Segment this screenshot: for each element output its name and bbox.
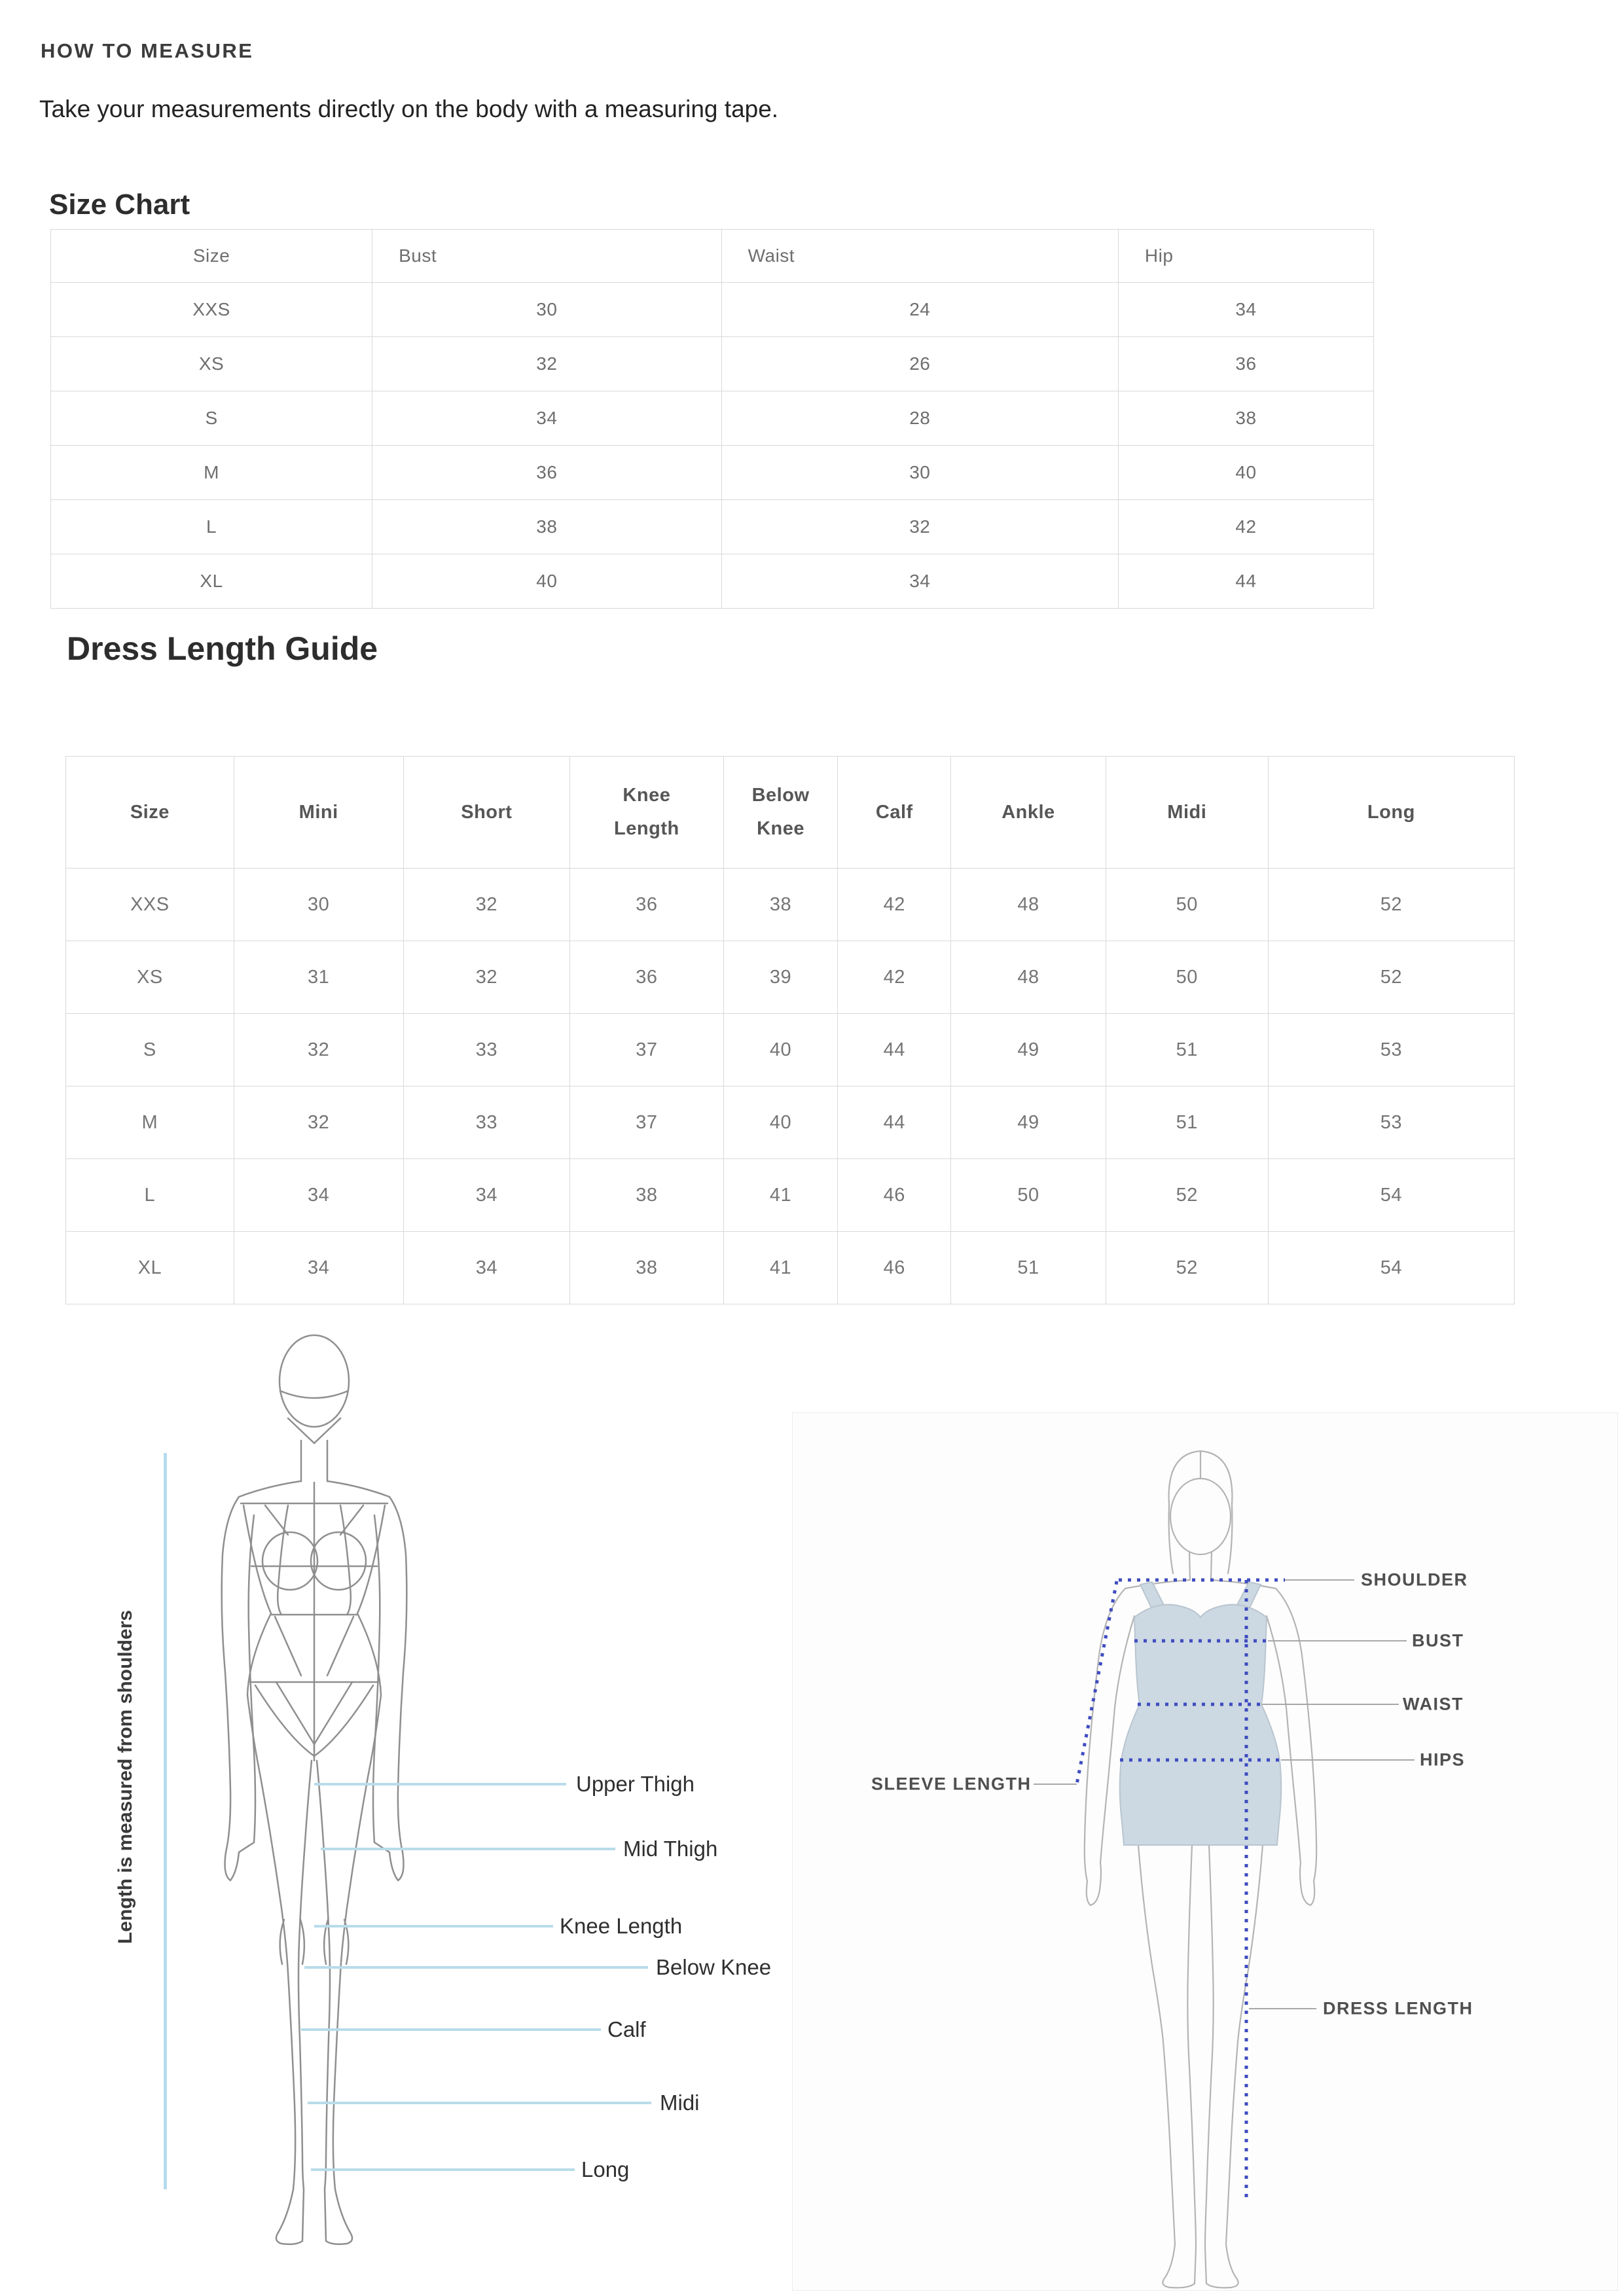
dress-measurement-figure bbox=[793, 1413, 1617, 2290]
table-cell: 32 bbox=[372, 337, 722, 391]
column-header: Below Knee bbox=[723, 757, 838, 869]
table-cell: 51 bbox=[1106, 1086, 1268, 1159]
table-cell: 32 bbox=[403, 869, 569, 941]
table-row bbox=[51, 337, 1374, 391]
table-cell: 38 bbox=[723, 869, 838, 941]
table-cell: XL bbox=[51, 554, 372, 609]
table-row bbox=[51, 391, 1374, 446]
waist-label: WAIST bbox=[1403, 1694, 1464, 1714]
table-cell: 52 bbox=[1268, 941, 1514, 1014]
column-header: Midi bbox=[1106, 757, 1268, 869]
table-cell: 38 bbox=[1118, 391, 1373, 446]
table-cell: 32 bbox=[234, 1086, 403, 1159]
length-axis-label: Length is measured from shoulders bbox=[115, 1609, 136, 1945]
measurement-diagrams bbox=[0, 1309, 1624, 2296]
table-cell: 30 bbox=[721, 446, 1118, 500]
table-row bbox=[66, 869, 1515, 941]
column-header: Calf bbox=[838, 757, 951, 869]
table-cell: L bbox=[51, 500, 372, 554]
table-cell: 32 bbox=[721, 500, 1118, 554]
table-cell: 52 bbox=[1106, 1232, 1268, 1304]
long-label: Long bbox=[581, 2157, 630, 2181]
table-cell: 40 bbox=[723, 1014, 838, 1086]
table-cell: 51 bbox=[1106, 1014, 1268, 1086]
table-cell: 36 bbox=[372, 446, 722, 500]
table-cell: 41 bbox=[723, 1159, 838, 1232]
table-cell: XL bbox=[66, 1232, 234, 1304]
below-knee-line bbox=[304, 1966, 648, 1969]
table-cell: 44 bbox=[1118, 554, 1373, 609]
midi-line bbox=[308, 2102, 651, 2104]
table-row bbox=[51, 500, 1374, 554]
table-cell: 52 bbox=[1268, 869, 1514, 941]
table-cell: 36 bbox=[570, 941, 724, 1014]
table-cell: 26 bbox=[721, 337, 1118, 391]
hips-label: HIPS bbox=[1420, 1749, 1466, 1770]
table-cell: 34 bbox=[234, 1159, 403, 1232]
table-cell: 50 bbox=[1106, 941, 1268, 1014]
table-cell: M bbox=[66, 1086, 234, 1159]
table-cell: 48 bbox=[951, 869, 1106, 941]
column-header: Waist bbox=[721, 230, 1118, 283]
table-cell: 53 bbox=[1268, 1086, 1514, 1159]
table-cell: 37 bbox=[570, 1086, 724, 1159]
mid-thigh-line bbox=[321, 1848, 615, 1850]
table-row bbox=[66, 1086, 1515, 1159]
table-cell: 40 bbox=[1118, 446, 1373, 500]
midi-label: Midi bbox=[660, 2090, 700, 2115]
length-axis-line bbox=[164, 1453, 167, 2189]
upper-thigh-line bbox=[314, 1783, 566, 1785]
table-cell: 44 bbox=[838, 1014, 951, 1086]
table-cell: 51 bbox=[951, 1232, 1106, 1304]
table-cell: 34 bbox=[403, 1232, 569, 1304]
table-cell: 49 bbox=[951, 1014, 1106, 1086]
table-cell: 54 bbox=[1268, 1232, 1514, 1304]
table-cell: 44 bbox=[838, 1086, 951, 1159]
table-cell: 34 bbox=[372, 391, 722, 446]
table-cell: 42 bbox=[838, 941, 951, 1014]
calf-label: Calf bbox=[607, 2017, 646, 2041]
table-cell: S bbox=[66, 1014, 234, 1086]
mid-thigh-label: Mid Thigh bbox=[623, 1837, 718, 1861]
column-header: Mini bbox=[234, 757, 403, 869]
table-cell: 49 bbox=[951, 1086, 1106, 1159]
table-cell: 30 bbox=[234, 869, 403, 941]
table-row bbox=[51, 283, 1374, 337]
table-cell: 39 bbox=[723, 941, 838, 1014]
dress-length-label: DRESS LENGTH bbox=[1323, 1998, 1473, 2018]
table-cell: 34 bbox=[234, 1232, 403, 1304]
table-cell: 31 bbox=[234, 941, 403, 1014]
table-cell: 24 bbox=[721, 283, 1118, 337]
table-cell: 46 bbox=[838, 1159, 951, 1232]
table-row bbox=[66, 941, 1515, 1014]
table-cell: 38 bbox=[570, 1232, 724, 1304]
table-cell: 52 bbox=[1106, 1159, 1268, 1232]
table-cell: L bbox=[66, 1159, 234, 1232]
table-cell: M bbox=[51, 446, 372, 500]
table-cell: 34 bbox=[1118, 283, 1373, 337]
knee-length-label: Knee Length bbox=[560, 1914, 683, 1938]
size-chart-title: Size Chart bbox=[49, 188, 190, 221]
table-cell: 34 bbox=[403, 1159, 569, 1232]
table-cell: 28 bbox=[721, 391, 1118, 446]
measure-instruction-text: Take your measurements directly on the body with a measuring tape. bbox=[39, 96, 779, 122]
table-row bbox=[51, 446, 1374, 500]
table-cell: 40 bbox=[372, 554, 722, 609]
sleeve-length-label: SLEEVE LENGTH bbox=[871, 1774, 1032, 1794]
long-line bbox=[311, 2168, 575, 2171]
table-cell: 33 bbox=[403, 1086, 569, 1159]
table-cell: XXS bbox=[51, 283, 372, 337]
table-cell: 42 bbox=[838, 869, 951, 941]
table-cell: 38 bbox=[570, 1159, 724, 1232]
table-cell: 36 bbox=[570, 869, 724, 941]
table-cell: 36 bbox=[1118, 337, 1373, 391]
dress-length-guide-title: Dress Length Guide bbox=[67, 630, 378, 667]
column-header: Ankle bbox=[951, 757, 1106, 869]
column-header: Hip bbox=[1118, 230, 1373, 283]
table-row bbox=[51, 554, 1374, 609]
table-cell: 38 bbox=[372, 500, 722, 554]
calf-line bbox=[301, 2028, 601, 2031]
below-knee-label: Below Knee bbox=[656, 1955, 772, 1979]
column-header: Size bbox=[51, 230, 372, 283]
table-cell: XXS bbox=[66, 869, 234, 941]
bust-label: BUST bbox=[1412, 1630, 1464, 1651]
table-cell: 30 bbox=[372, 283, 722, 337]
table-cell: 50 bbox=[951, 1159, 1106, 1232]
table-row bbox=[66, 1159, 1515, 1232]
table-cell: 41 bbox=[723, 1232, 838, 1304]
table-row bbox=[66, 1232, 1515, 1304]
table-cell: 50 bbox=[1106, 869, 1268, 941]
table-cell: 54 bbox=[1268, 1159, 1514, 1232]
column-header: Long bbox=[1268, 757, 1514, 869]
table-row bbox=[66, 1014, 1515, 1086]
table-cell: XS bbox=[66, 941, 234, 1014]
shoulder-label: SHOULDER bbox=[1361, 1570, 1468, 1590]
table-cell: 48 bbox=[951, 941, 1106, 1014]
table-cell: XS bbox=[51, 337, 372, 391]
table-cell: 53 bbox=[1268, 1014, 1514, 1086]
table-cell: 42 bbox=[1118, 500, 1373, 554]
table-cell: 32 bbox=[403, 941, 569, 1014]
dress-measurement-panel bbox=[792, 1412, 1618, 2291]
knee-length-line bbox=[314, 1925, 553, 1928]
table-cell: 33 bbox=[403, 1014, 569, 1086]
table-cell: S bbox=[51, 391, 372, 446]
column-header: Short bbox=[403, 757, 569, 869]
table-cell: 40 bbox=[723, 1086, 838, 1159]
table-cell: 37 bbox=[570, 1014, 724, 1086]
column-header: Size bbox=[66, 757, 234, 869]
page-title: HOW TO MEASURE bbox=[41, 39, 254, 62]
column-header: Knee Length bbox=[570, 757, 724, 869]
upper-thigh-label: Upper Thigh bbox=[576, 1772, 695, 1796]
table-cell: 46 bbox=[838, 1232, 951, 1304]
size-chart-table bbox=[50, 229, 1374, 609]
column-header: Bust bbox=[372, 230, 722, 283]
table-cell: 32 bbox=[234, 1014, 403, 1086]
table-cell: 34 bbox=[721, 554, 1118, 609]
dress-length-guide-table bbox=[65, 756, 1515, 1304]
